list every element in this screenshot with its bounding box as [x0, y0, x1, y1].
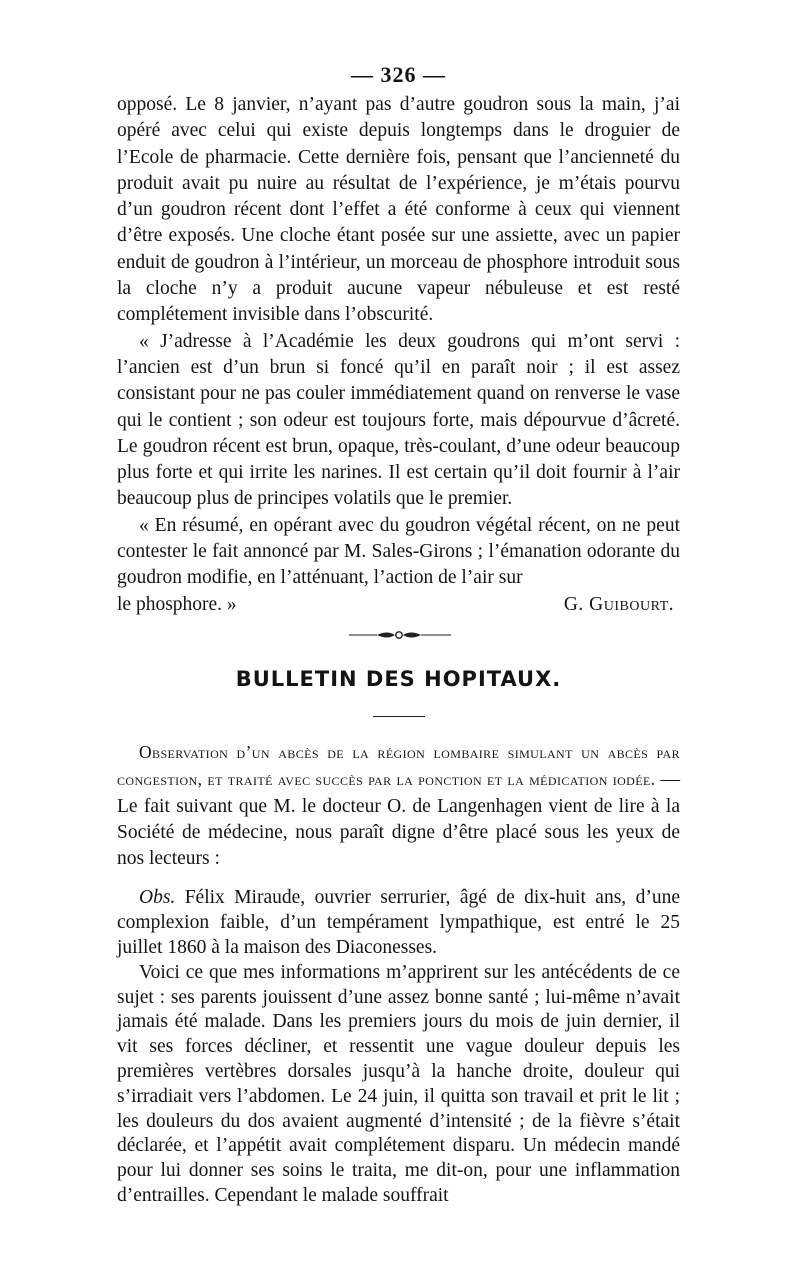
author-signature: G. Guibourt. [563, 593, 674, 615]
book-page [117, 58, 680, 1209]
obs-label: Obs. [139, 887, 176, 909]
section-title: BULLETIN DES HOPITAUX. [235, 666, 562, 691]
paragraph-tar-experiment: opposé. Le 8 janvier, n’ayant pas d’autre goudron sous la main, j’ai opéré avec celui qui existe depuis longtemps dans le droguier de l’Ecole de pharmacie. Cette dernière fois, pensant que l’ancienneté du produit avait pu nuire au résultat de l’expérience, je m’étais pourvu d’un goudron récent dont l’effet a été conforme à ceux qui viennent d’être exposés. Une cloche étant posée sur une assiette, avec un papier enduit de goudron à l’intérieur, un morceau de phosphore introduit sous la cloche n’y a produit aucune vapeur nébuleuse et est resté complétement invisible dans l’obscurité. [117, 94, 680, 326]
case-intro-paragraph [117, 886, 680, 960]
case-history-paragraph: Voici ce que mes informations m’apprirent sur les antécédents de ce sujet : ses parents jouissent d’une assez bonne santé ; lui-même n’avait jamais été malade. Dans les premiers jours du mois de juin dernier, il vit ses forces décliner, et ressentit une vague douleur depuis les premières vertèbres dorsales jusqu’à la hanche droite, douleur qui s’irradiait vers l’abdomen. Le 24 juin, il quitta son travail et prit le lit ; les douleurs du dos avaient augmenté d’intensité ; de la fièvre s’était déclarée, et l’appétit avait complétement disparu. Un médecin mandé pour lui donner ses soins le traita, me dit-on, pour une inflammation d’entrailles. Cependant le malade souffrait [117, 961, 680, 1206]
paragraph-summary: « En résumé, en opérant avec du goudron végétal récent, on ne peut contester le fait annoncé par M. Sales-Girons ; l’émanation odorante du goudron modifie, en l’atténuant, l’action de l’air sur [117, 514, 680, 589]
case-intro-text: Félix Miraude, ouvrier serrurier, âgé de dix-huit ans, d’une complexion faible, d’un tempérament lympathique, est entré le 25 juillet 1860 à la maison des Diaconesses. [117, 887, 680, 959]
closing-line [117, 592, 680, 618]
observation-intro: — Le fait suivant que M. le docteur O. de Langenhagen vient de lire à la Société de médecine, nous paraît digne d’être placé sous les yeux de nos lecteurs : [117, 769, 680, 870]
paragraph-two-tars: « J’adresse à l’Académie les deux goudrons qui m’ont servi : l’ancien est d’un brun si foncé qu’il en paraît noir ; il est assez consistant pour ne pas couler immédiatement quand on renverse le vase qui le contient ; son odeur est toujours forte, mais dépourvue d’âcreté. Le goudron récent est brun, opaque, très-coulant, d’une odeur beaucoup plus forte et qui irrite les narines. Il est certain qu’il doit fournir à l’air beaucoup plus de principes volatils que le premier. [117, 330, 680, 510]
observation-heading: Observation d’un abcès de la région lombaire simulant un abcès par congestion, et traité avec succès par la ponction et la médication iodée. [117, 741, 680, 790]
page-number: — 326 — [351, 62, 446, 87]
section-rule [373, 716, 425, 717]
observation-paragraph [117, 739, 680, 872]
case-report [117, 886, 680, 1208]
ornament-divider-icon [319, 628, 479, 642]
closing-last-line: le phosphore. » [117, 593, 237, 615]
